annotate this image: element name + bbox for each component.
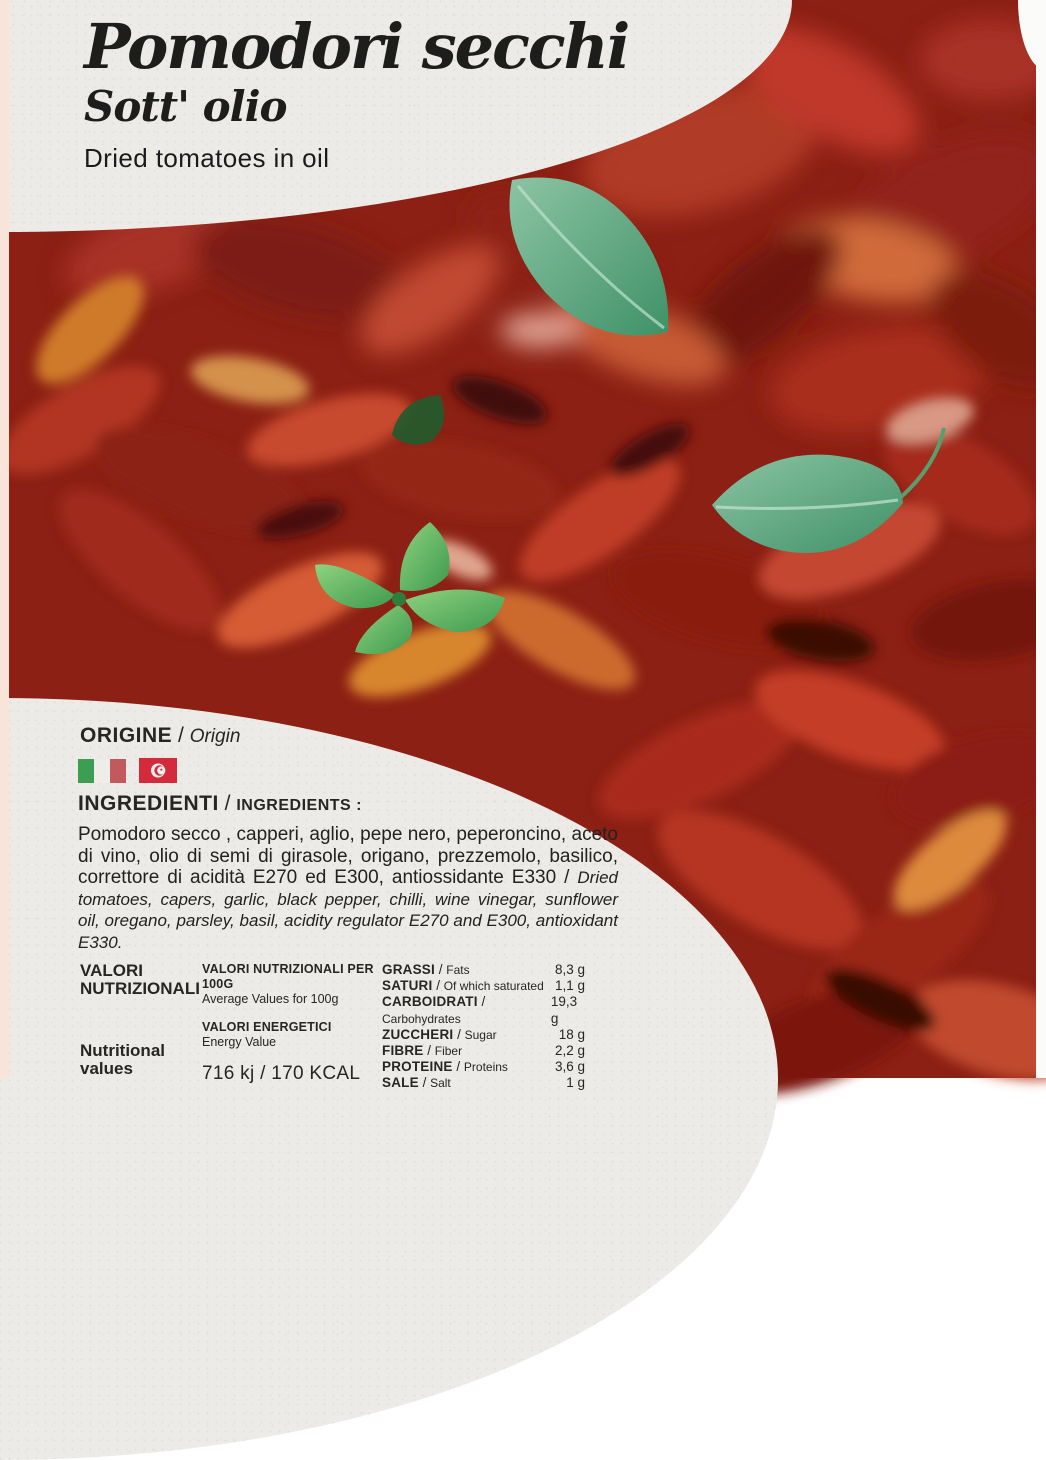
product-title-english: Dried tomatoes in oil xyxy=(84,143,330,174)
nutrient-name-english: Fats xyxy=(446,963,470,977)
nutrient-name-italian: ZUCCHERI xyxy=(382,1026,454,1042)
nutrient-separator: / xyxy=(477,994,486,1010)
nutrition-values-column xyxy=(382,962,585,1092)
nutrient-value: 8,3 g xyxy=(554,962,585,977)
nutrient-name-italian: SALE xyxy=(382,1075,419,1091)
nutrition-row xyxy=(382,1059,585,1075)
origin-separator: / xyxy=(172,724,190,747)
nutrition-reference-column xyxy=(202,962,382,1092)
nutrient-value: 1,1 g xyxy=(554,978,585,994)
nutrient-value: 18 g xyxy=(558,1026,585,1042)
nutrient-name-italian: GRASSI xyxy=(382,962,435,977)
nutrient-name-english: Of which saturated xyxy=(443,979,544,994)
nutrient-label xyxy=(382,978,544,994)
nutrient-value: 3,6 g xyxy=(554,1059,585,1075)
nutrient-separator: / xyxy=(432,978,444,994)
nutrient-name-english: Proteins xyxy=(463,1060,508,1075)
nutrient-label xyxy=(382,994,551,1026)
nutrient-name-english: Carbohydrates xyxy=(382,1011,461,1026)
ingredients-label-english: INGREDIENTS : xyxy=(236,797,362,814)
nutrient-label xyxy=(382,1043,462,1059)
ingredients-paragraph xyxy=(78,824,618,953)
italy-flag-icon xyxy=(78,759,126,783)
nutrient-value: 19,3 g xyxy=(550,994,578,1026)
per-100g-label-italian: VALORI NUTRIZIONALI PER 100G xyxy=(202,962,374,991)
page-edge-strip-right xyxy=(1036,0,1046,1078)
nutrition-row xyxy=(382,1075,585,1091)
origin-label-english: Origin xyxy=(189,726,241,747)
origin-heading xyxy=(80,724,240,748)
nutrition-row xyxy=(382,1027,585,1043)
product-title-italian: Pomodori secchi xyxy=(84,10,629,83)
nutrient-name-italian: PROTEINE xyxy=(382,1059,453,1075)
nutrition-row xyxy=(382,994,585,1026)
nutrient-label xyxy=(382,1059,508,1075)
nutrient-name-english: Sugar xyxy=(464,1027,497,1042)
nutrient-label xyxy=(382,962,470,978)
nutrient-separator: / xyxy=(453,1026,465,1042)
nutrient-label xyxy=(382,1027,497,1043)
nutrient-name-italian: FIBRE xyxy=(382,1043,424,1059)
nutrition-title-english: Nutritional values xyxy=(80,1041,165,1078)
nutrition-row xyxy=(382,962,585,978)
nutrient-separator: / xyxy=(423,1043,435,1059)
nutrient-label xyxy=(382,1075,451,1091)
nutrition-section xyxy=(80,962,585,1092)
nutrient-separator: / xyxy=(418,1075,431,1091)
nutrient-value: 2,2 g xyxy=(554,1043,585,1059)
nutrition-row xyxy=(382,1043,585,1059)
nutrient-name-english: Fiber xyxy=(434,1044,463,1059)
nutrient-value: 1 g xyxy=(566,1075,585,1091)
ingredients-text-italian: Pomodoro secco , capperi, aglio, pepe nero, peperoncino, aceto di vino, olio di semi di girasole, origano, prezzemolo, basilico, correttore di acidità E270 ed E300, antiossidante E330 xyxy=(78,824,618,888)
nutrition-row xyxy=(382,978,585,994)
nutrient-name-italian: SATURI xyxy=(382,978,433,994)
nutrient-name-english: Salt xyxy=(430,1076,451,1091)
page-edge-strip-left xyxy=(0,0,9,1078)
nutrient-separator: / xyxy=(434,962,447,977)
nutrition-title-italian: VALORI NUTRIZIONALI xyxy=(80,961,200,998)
nutrient-separator: / xyxy=(452,1059,464,1075)
ingredients-heading xyxy=(78,792,362,816)
ingredients-label-italian: INGREDIENTI xyxy=(78,792,219,815)
energy-label-italian: VALORI ENERGETICI xyxy=(202,1020,332,1034)
ingredients-text-english: Dried tomatoes, capers, garlic, black pepper, chilli, wine vinegar, sunflower oil, oregano, parsley, basil, acidity regulator E270 and E300, antioxidant E330. xyxy=(78,868,618,952)
ingredients-separator: / xyxy=(218,792,237,815)
ingredients-text-separator: / xyxy=(556,867,578,888)
tunisia-flag-icon xyxy=(139,758,177,783)
nutrition-title-column xyxy=(80,962,202,1092)
header-text-block xyxy=(84,10,629,174)
energy-value: 716 kj / 170 KCAL xyxy=(202,1063,361,1084)
product-subtitle-italian: Sott' olio xyxy=(84,82,287,132)
energy-label-english: Energy Value xyxy=(202,1035,277,1049)
origin-flags xyxy=(78,758,177,783)
nutrient-name-italian: CARBOIDRATI xyxy=(382,994,478,1010)
per-100g-label-english: Average Values for 100g xyxy=(202,992,339,1006)
origin-label-italian: ORIGINE xyxy=(80,724,173,747)
